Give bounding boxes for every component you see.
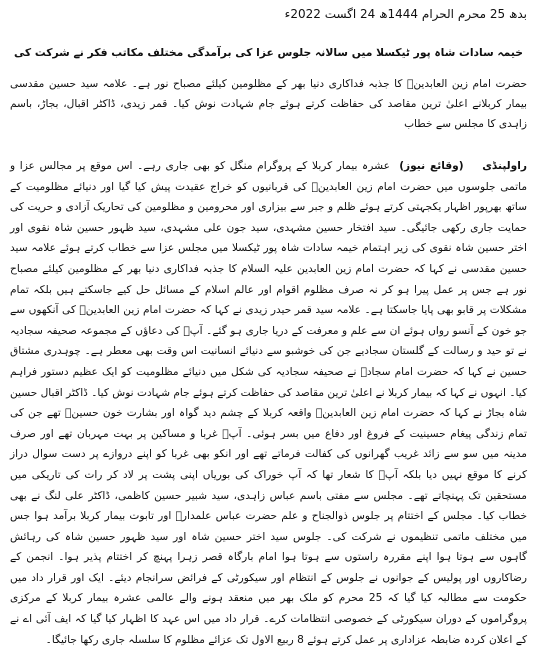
news-agency: (وقائع نیوز) (399, 160, 464, 172)
article-body-text: عشرہ بیمار کربلا کے پروگرام منگل کو بھی جاری رہے۔ اس موقع پر مجالس عزا و ماتمی جلوسوں میں حضرت امام زین العابدینؑ کی قربانیوں کو خراج عقیدت پیش کیا گیا اور دنیائے مظلومیت کے ساتھ بھرپور اظہار یکجہتی کرتے ہوئے ظلم و جبر سے بیزاری اور محرومین و مظلومین کی تحاریک آزادی و حریت کی حمایت جاری رکھی جائیگی۔ سید افتخار حسین مشہدی، سید جون علی مشہدی، سید ظہور حسین شاہ نقوی اور اختر حسین شاہ نقوی کی زیر اہتمام خیمہ سادات شاہ پور ٹیکسلا میں مجلس عزا سے خطاب کرتے ہوئے علامہ سید حسین مقدسی نے کہا کہ حضرت امام زین العابدین علیہ السلام کا جذبہ فداکاری دنیا بھر کے مظلومین کیلئے مصباح نور ہے جس پر عمل پیرا ہو کر نہ صرف مظلوم اقوام اور عالم اسلام کے مسائل حل کیے جاسکتے ہیں بلکہ تمام مشکلات پر قابو بھی پایا جاسکتا ہے۔ علامہ سید قمر حیدر زیدی نے کہا کہ حضرت امام زین العابدینؑ کی آنکھوں سے جو خون کے آنسو رواں ہوئے ان سے علم و معرفت کے دریا جاری ہو گئے۔ آپؑ کی دعاؤں کے مجموعہ صحیفہ سجادیہ نے تو حید و رسالت کے گلستان سجادیے جن کی خوشبو سے دنیائے انسانیت اس وقت بھی معطر ہے۔ چوہدری مشتاق حسین نے کہا کہ حضرت امام سجادؑ نے صحیفہ سجادیہ کی شکل میں دنیائے مظلومیت کو ایک عظیم دستور فراہم کیا۔ انہوں نے کہا کہ بیمار کربلا نے اعلیٰ ترین مقاصد کی حفاظت کرتے ہوئے جام شہادت نوش کیا۔ ڈاکٹر اقبال حسین شاہ بجاڑ نے کہا کہ حضرت امام زین العابدینؑ واقعہ کربلا کے چشم دید گواہ اور بشارت خون حسینؑ تھے جن کی تمام زندگی پیغام حسینیت کے فروغ اور دفاع میں بسر ہوئی۔ آپؑ غربا و مساکین پر بہت مہربان تھے اور صرف مدینہ میں سو سے زائد غریب گھرانوں کی کفالت فرماتے تھے اور انکو بھی غربا کو اپنے دروازے پر دست سوال دراز کرنے کا موقع نہیں دیا بلکہ آپؑ کا شعار تھا کہ آپ خوراک کی بوریاں اپنی پشت پر لاد کر رات کی تاریکی میں مستحقین تک پہنچاتے تھے۔ مجلس سے مفتی باسم عباس زاہدی، سید شبیر حسین کاظمی، ڈاکٹر علی لنگ نے بھی خطاب کیا۔ مجلس کے اختتام پر جلوس ذوالجناح و علم حضرت عباس علمدارؑ اور تابوت بیمار کربلا برآمد ہوا جس میں مختلف ماتمی تنظیموں نے شرکت کی۔ جلوس سید اختر حسین شاہ اور سید ظہور حسین شاہ کی رہائش گاہوں سے ہوتا ہوا اپنے مقررہ راستوں سے ہوتا ہوا امام بارگاہ قصر زہرا پہنچ کر اختتام پذیر ہوا۔ انجمن کے رضاکاروں اور پولیس کے جوانوں نے جلوس کے انتظام اور سیکورٹی کے فرائض سرانجام دیئے۔ ایک اور قرار داد میں حکومت سے مطالبہ کیا گیا کہ 25 محرم کو ملک بھر میں منعقد ہونے والے عالمی عشرہ بیمار کربلا کے مرکزی پروگراموں کے دوران سیکورٹی کے خصوصی انتظامات کرے۔ قرار داد میں اس عہد کا اظہار کیا گیا کہ ایف آئی اے نے کے اعلان کردہ ضابطہ عزاداری پر عمل کرتے ہوئے 8 ربیع الاول تک عزائے مظلوم کا سلسلہ جاری رکھا جائیگا۔ (9, 160, 527, 646)
dateline: بدھ 25 محرم الحرام 1444ھ 24 اگست 2022ء (284, 7, 527, 21)
article-body (10, 156, 527, 650)
headline: خیمہ سادات شاہ پور ٹیکسلا میں سالانہ جلوس عزا کی برآمدگی مختلف مکاتب فکر نے شرکت کی (13, 46, 524, 59)
subheadline: حضرت امام زین العابدینؑ کا جذبہ فداکاری دنیا بھر کے مظلومین کیلئے مصباح نور ہے۔ علامہ سید حسین مقدسی بیمار کربلانے اعلیٰ ترین مقاصد کی حفاظت کرتے ہوئے جام شہادت نوش کیا۔ قمر زیدی، ڈاکٹر اقبال، بجاڑ، باسم زاہدی کا مجلس سے خطاب (10, 78, 527, 130)
dateline-place: راولپنڈی (482, 160, 527, 172)
